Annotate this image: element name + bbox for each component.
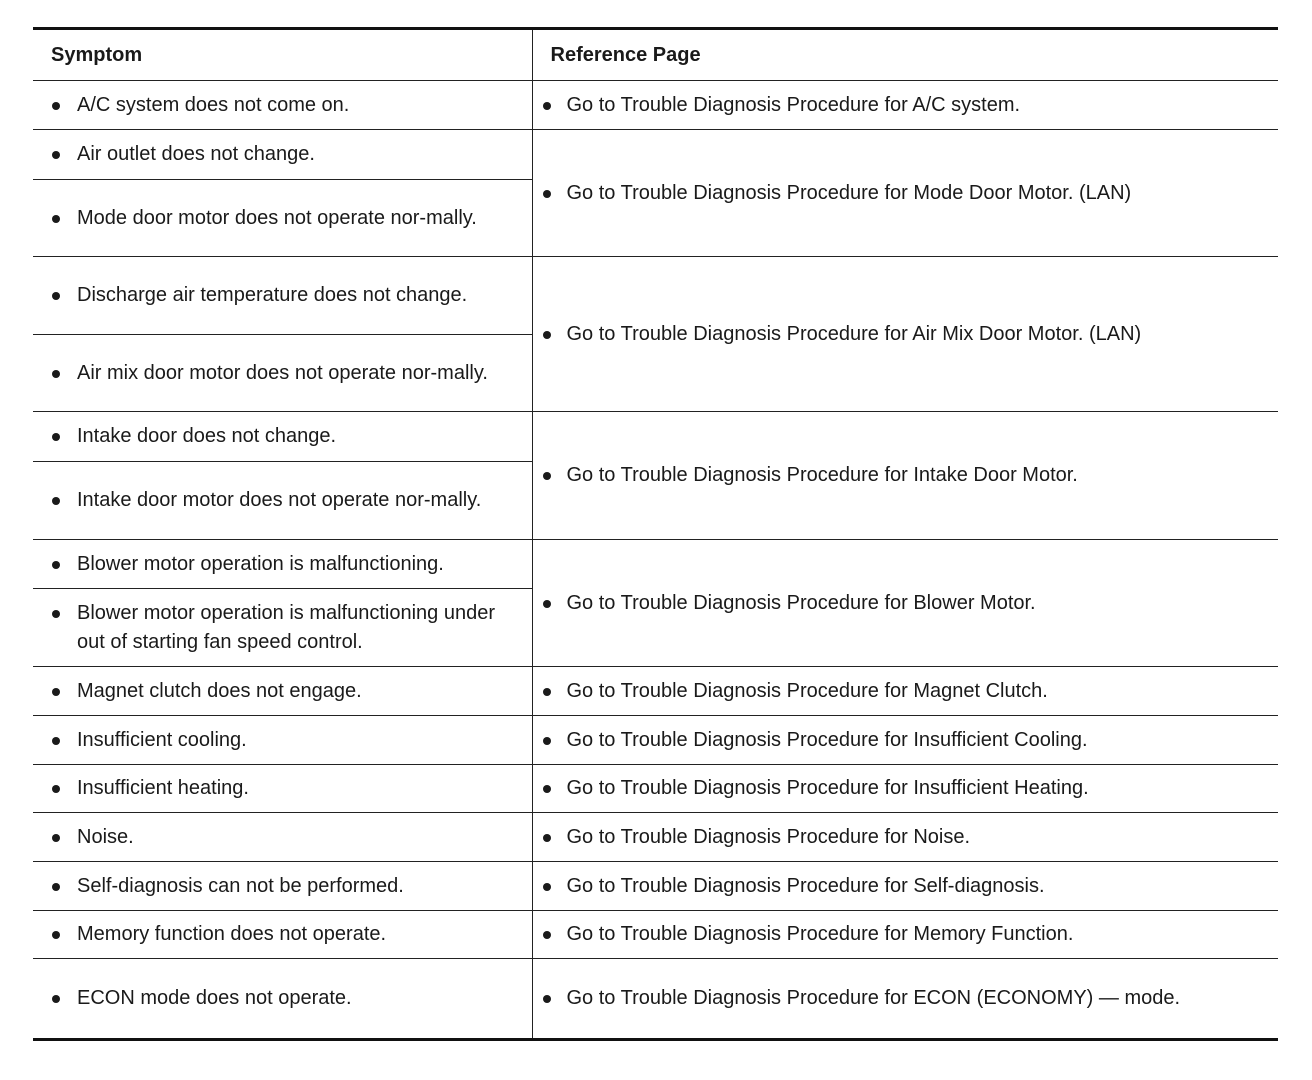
bullet-icon	[543, 834, 551, 842]
symptom-text: Blower motor operation is malfunctioning under out of starting fan speed control.	[77, 601, 495, 653]
bullet-icon	[52, 688, 60, 696]
bullet-icon	[52, 610, 60, 618]
bullet-icon	[52, 433, 60, 441]
table-row	[33, 412, 1278, 462]
header-reference-page: Reference Page	[532, 29, 1278, 81]
bullet-icon	[52, 995, 60, 1003]
bullet-icon	[543, 102, 551, 110]
bullet-icon	[543, 190, 551, 198]
bullet-icon	[543, 995, 551, 1003]
symptom-text: Mode door motor does not operate nor-mally.	[77, 206, 477, 229]
reference-text: Go to Trouble Diagnosis Procedure for Noise.	[566, 825, 971, 848]
bullet-icon	[52, 215, 60, 223]
symptom-text: Insufficient heating.	[77, 777, 249, 799]
symptom-text: Self-diagnosis can not be performed.	[77, 874, 404, 897]
reference-text: Go to Trouble Diagnosis Procedure for ECON (ECONOMY) — mode.	[566, 987, 1181, 1009]
reference-text: Go to Trouble Diagnosis Procedure for Insufficient Cooling.	[566, 728, 1088, 751]
symptom-text: Memory function does not operate.	[77, 923, 387, 945]
bullet-icon	[52, 883, 60, 891]
bullet-icon	[543, 472, 551, 480]
reference-text: Go to Trouble Diagnosis Procedure for Intake Door Motor.	[566, 464, 1078, 486]
reference-text: Go to Trouble Diagnosis Procedure for Blower Motor.	[566, 591, 1036, 614]
bullet-icon	[543, 785, 551, 793]
header-symptom: Symptom	[33, 29, 532, 81]
bullet-icon	[543, 600, 551, 608]
reference-text: Go to Trouble Diagnosis Procedure for Mode Door Motor. (LAN)	[566, 181, 1132, 204]
bullet-icon	[52, 292, 60, 300]
bullet-icon	[543, 737, 551, 745]
bullet-icon	[543, 688, 551, 696]
table-row	[33, 911, 1278, 959]
symptom-text: Magnet clutch does not engage.	[77, 679, 362, 702]
table-row	[33, 959, 1278, 1040]
reference-text: Go to Trouble Diagnosis Procedure for Magnet Clutch.	[566, 679, 1048, 702]
table-row	[33, 540, 1278, 589]
symptom-text: A/C system does not come on.	[77, 93, 350, 116]
bullet-icon	[543, 883, 551, 891]
bullet-icon	[52, 497, 60, 505]
symptom-text: Intake door does not change.	[77, 425, 337, 447]
symptom-text: Discharge air temperature does not change.	[77, 284, 468, 306]
reference-text: Go to Trouble Diagnosis Procedure for A/C system.	[566, 93, 1021, 116]
table-row	[33, 765, 1278, 813]
bullet-icon	[52, 102, 60, 110]
bullet-icon	[543, 331, 551, 339]
bullet-icon	[52, 931, 60, 939]
table-row	[33, 716, 1278, 765]
table-row	[33, 813, 1278, 862]
symptom-text: Intake door motor does not operate nor-mally.	[77, 489, 482, 511]
symptom-text: Blower motor operation is malfunctioning.	[77, 552, 444, 575]
bullet-icon	[52, 151, 60, 159]
bullet-icon	[52, 370, 60, 378]
reference-text: Go to Trouble Diagnosis Procedure for Air Mix Door Motor. (LAN)	[566, 322, 1142, 345]
bullet-icon	[52, 785, 60, 793]
reference-text: Go to Trouble Diagnosis Procedure for Self-diagnosis.	[566, 874, 1045, 897]
reference-text: Go to Trouble Diagnosis Procedure for Insufficient Heating.	[566, 777, 1089, 799]
symptom-text: Air mix door motor does not operate nor-mally.	[77, 361, 488, 384]
table-row	[33, 862, 1278, 911]
table-header-row	[33, 29, 1278, 81]
bullet-icon	[52, 561, 60, 569]
table-row	[33, 257, 1278, 335]
bullet-icon	[52, 834, 60, 842]
table-row	[33, 130, 1278, 180]
trouble-diagnosis-table	[33, 27, 1278, 1041]
symptom-text: Air outlet does not change.	[77, 143, 315, 165]
table-row	[33, 81, 1278, 130]
table-row	[33, 667, 1278, 716]
symptom-text: Noise.	[77, 825, 134, 848]
reference-text: Go to Trouble Diagnosis Procedure for Memory Function.	[566, 923, 1074, 945]
bullet-icon	[543, 931, 551, 939]
bullet-icon	[52, 737, 60, 745]
symptom-text: Insufficient cooling.	[77, 728, 247, 751]
symptom-text: ECON mode does not operate.	[77, 987, 352, 1009]
